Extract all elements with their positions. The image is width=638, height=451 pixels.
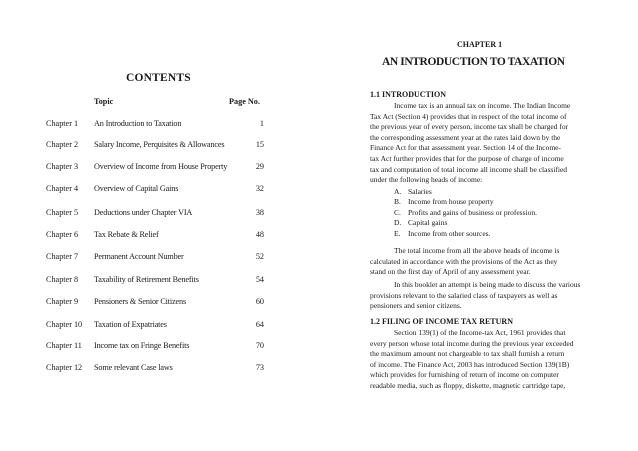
toc-row [0,251,300,263]
toc-page: 15 [255,140,264,149]
text-line: In this booklet an attempt is being made to discuss the various [394,280,581,289]
toc-chapter: Chapter 3 [46,162,79,171]
toc-page: 29 [255,162,264,171]
list-text: Profits and gains of business or profession. [408,207,537,217]
toc-topic: Salary Income, Perquisites & Allowances [94,140,225,149]
paragraph [370,328,594,392]
text-line: pensioners and senior citizens. [370,301,462,311]
text-line: Tax Act (Section 4) provides that in respect of the total income of [370,111,567,121]
text-line: tax Act further provides that for the purpose of charge of income [370,153,564,163]
toc-chapter: Chapter 10 [46,320,83,329]
text-line: provisions relevant to the salaried class of taxpayers as well as [370,290,558,300]
toc-row [0,296,300,308]
toc-row [0,340,300,352]
toc-chapter: Chapter 11 [46,341,82,350]
toc-topic: Tax Rebate & Relief [94,230,159,239]
text-line: of income. The Finance Act, 2003 has introduced Section 139(1B) [370,359,570,369]
toc-row [0,229,300,241]
text-line: stand on the first day of April of any assessment year. [370,267,531,277]
toc-topic: Some relevant Case laws [94,363,173,372]
toc-row [0,118,300,130]
toc-chapter: Chapter 8 [46,275,79,284]
contents-title: CONTENTS [126,72,191,84]
toc-page: 73 [255,363,264,372]
toc-page: 32 [255,184,264,193]
text-line: under the following heads of income: [370,175,483,185]
paragraph [370,246,594,278]
toc-chapter: Chapter 6 [46,230,79,239]
text-line: every person whose total income during the previous year exceeded [370,338,574,348]
toc-row [0,183,300,195]
list-item [394,218,537,228]
toc-topic: Overview of Capital Gains [94,184,179,193]
toc-row [0,139,300,151]
paragraph [370,280,594,312]
section-heading: 1.2 FILING OF INCOME TAX RETURN [370,317,513,326]
toc-topic: Taxation of Expatriates [94,320,167,329]
list-letter: E. [394,228,401,238]
list-text: Income from house property [408,197,494,207]
list-item [394,229,537,239]
toc-chapter: Chapter 9 [46,297,79,306]
toc-header-page: Page No. [229,97,260,106]
text-line: which provides for furnishing of return of income on computer [370,370,559,380]
toc-row [0,161,300,173]
toc-topic: Income tax on Fringe Benefits [94,341,190,350]
contents-page [0,0,300,451]
income-heads-list [394,187,537,239]
text-line: readable media, such as floppy, diskette, magnetic cartridge tape, [370,380,566,390]
list-text: Income from other sources. [408,228,491,238]
toc-topic: An Introduction to Taxation [94,119,182,128]
text-line: The total income from all the above heads of income is [394,246,560,255]
list-item [394,187,537,197]
toc-page: 64 [255,320,264,329]
toc-header-topic: Topic [94,97,114,106]
text-line: the previous year of every person, income tax shall be charged for [370,122,569,132]
toc-topic: Taxability of Retirement Benefits [94,275,199,284]
text-line: the corresponding assessment year at the rates laid down by the [370,132,561,142]
text-line: the maximum amount not chargeable to tax shall furnish a return [370,349,565,359]
list-letter: C. [394,207,401,217]
toc-row [0,319,300,331]
list-item [394,197,537,207]
list-letter: D. [394,218,402,228]
list-letter: B. [394,197,401,207]
section-heading: 1.1 INTRODUCTION [370,90,447,99]
text-line: Finance Act for that assessment year. Section 14 of the Income- [370,143,561,153]
toc-page: 54 [255,275,264,284]
toc-topic: Permanent Account Number [94,252,184,261]
paragraph [370,101,594,186]
toc-chapter: Chapter 12 [46,363,83,372]
toc-page: 38 [255,208,264,217]
text-line: calculated in accordance with the provisions of the Act as they [370,256,558,266]
toc-page: 1 [259,119,264,128]
toc-topic: Deductions under Chapter VIA [94,208,193,217]
toc-chapter: Chapter 7 [46,252,79,261]
toc-topic: Pensioners & Senior Citizens [94,297,186,306]
toc-page: 60 [255,297,264,306]
toc-chapter: Chapter 5 [46,208,79,217]
list-letter: A. [394,187,402,196]
list-text: Capital gains [408,218,448,228]
toc-page: 52 [255,252,264,261]
text-line: tax and computation of total income all income shall be classified [370,164,568,174]
chapter-page [356,0,638,451]
list-text: Salaries [408,187,432,196]
toc-row [0,207,300,219]
text-line: Section 139(1) of the Income-tax Act, 1961 provides that [394,328,566,337]
chapter-title: AN INTRODUCTION TO TAXATION [382,56,565,68]
toc-topic: Overview of Income from House Property [94,162,228,171]
toc-chapter: Chapter 4 [46,184,79,193]
list-item [394,208,537,218]
toc-chapter: Chapter 1 [46,119,79,128]
text-line: Income tax is an annual tax on income. The Indian Income [394,101,571,110]
toc-row [0,362,300,374]
toc-page: 48 [255,230,264,239]
toc-chapter: Chapter 2 [46,140,79,149]
toc-page: 70 [255,341,264,350]
chapter-label: CHAPTER 1 [457,40,503,49]
toc-row [0,274,300,286]
